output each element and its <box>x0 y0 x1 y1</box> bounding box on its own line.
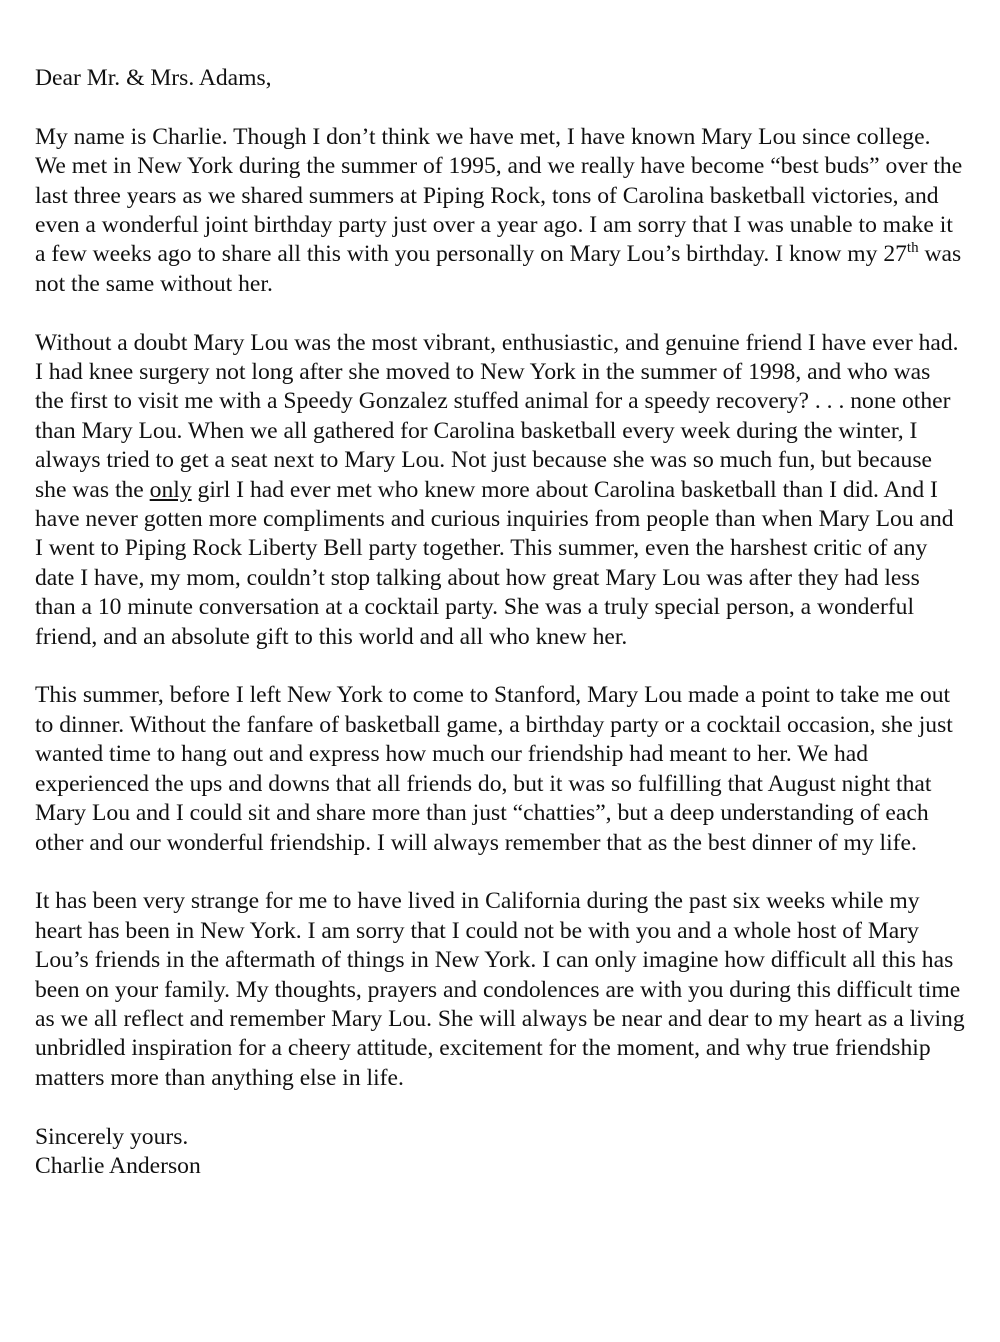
paragraph-2 <box>35 329 965 652</box>
paragraph-4: It has been very strange for me to have lived in California during the past six weeks while my heart has been in New York. I am sorry that I could not be with you and a whole host of Mary Lou’s friends in the aftermath of things in New York. I can only imagine how difficult all this has been on your family. My thoughts, prayers and condolences are with you during this difficult time as we all reflect and remember Mary Lou. She will always be near and dear to my heart as a living unbridled inspiration for a cheery attitude, excitement for the moment, and why true friendship matters more than anything else in life. <box>35 888 965 1091</box>
paragraph-1-text: My name is Charlie. Though I don’t think we have met, I have known Mary Lou since college. We met in New York during the summer of 1995, and we really have become “best buds” over the last three years as we shared summers at Piping Rock, tons of Carolina basketball victories, and even a wonderful joint birthday party just over a year ago. I am sorry that I was unable to make it a few weeks ago to share all this with you personally on Mary Lou’s birthday. I know my 27 <box>35 123 963 268</box>
closing: Sincerely yours. <box>35 1123 189 1150</box>
signature-name: Charlie Anderson <box>35 1152 201 1179</box>
ordinal-suffix: th <box>906 240 919 257</box>
paragraph-1 <box>35 123 965 299</box>
paragraph-3: This summer, before I left New York to come to Stanford, Mary Lou made a point to take me out to dinner. Without the fanfare of basketball game, a birthday party or a cocktail occasion, she just wanted time to hang out and express how much our friendship had meant to her. We had experienced the ups and downs that all friends do, but it was so fulfilling that August night that Mary Lou and I could sit and share more than just “chatties”, but a deep understanding of each other and our wonderful friendship. I will always remember that as the best dinner of my life. <box>35 682 953 856</box>
paragraph-1-tail: was not the same without her. <box>35 241 962 297</box>
salutation: Dear Mr. & Mrs. Adams, <box>35 65 272 91</box>
underlined-word: only <box>149 476 192 503</box>
letter-body <box>35 64 965 1181</box>
paragraph-2-text: Without a doubt Mary Lou was the most vibrant, enthusiastic, and genuine friend I have ever had. I had knee surgery not long after she moved to New York in the summer of 1998, and who was the first to visit me with a Speedy Gonzalez stuffed animal for a speedy recovery? . . . none other than Mary Lou. When we all gathered for Carolina basketball every week during the winter, I always tried to get a seat next to Mary Lou. Not just because she was so much fun, but because she was the <box>35 329 959 503</box>
paragraph-2-tail: girl I had ever met who knew more about Carolina basketball than I did. And I have never gotten more compliments and curious inquiries from people than when Mary Lou and I went to Piping Rock Liberty Bell party together. This summer, even the harshest critic of any date I have, my mom, couldn’t stop talking about how great Mary Lou was after they had less than a 10 minute conversation at a cocktail party. She was a truly special person, a wonderful friend, and an absolute gift to this world and all who knew her. <box>35 476 954 650</box>
